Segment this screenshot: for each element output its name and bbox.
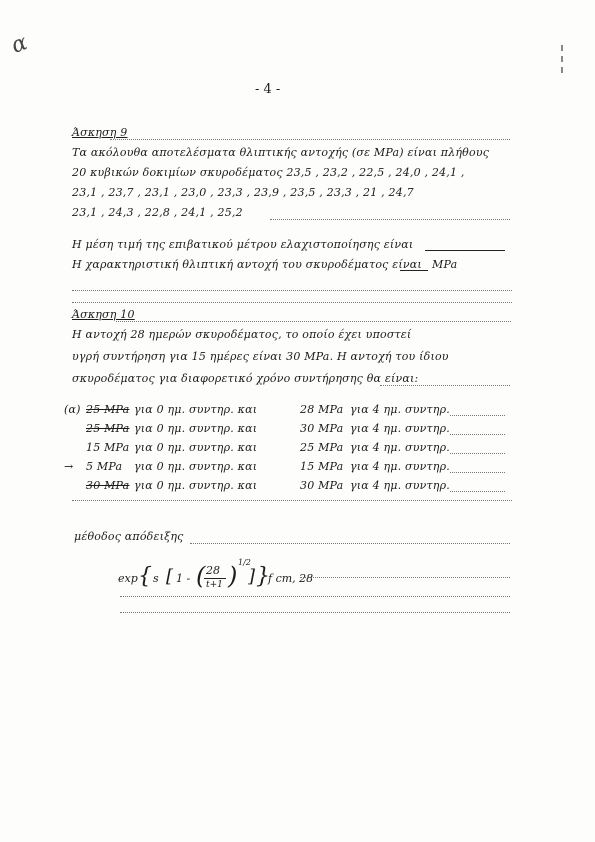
exercise-9-line-4: 23,1 , 24,3 , 22,8 , 24,1 , 25,2: [72, 206, 243, 219]
option-value-b: 15 MPa: [300, 460, 344, 473]
option-condition-b: για 4 ημ. συντηρ.: [350, 479, 450, 492]
option-condition-a: για 0 ημ. συντηρ. και: [134, 460, 258, 473]
answer-blank: [425, 250, 505, 251]
bracket-open: [: [166, 566, 174, 587]
option-label: (α): [64, 403, 81, 416]
option-condition-b: για 4 ημ. συντηρ.: [350, 441, 450, 454]
option-condition-a: για 0 ημ. συντηρ. και: [134, 441, 258, 454]
formula-power: 1/2: [238, 558, 251, 567]
option-condition-a: για 0 ημ. συντηρ. και: [134, 422, 258, 435]
option-value-a: 15 MPa: [86, 441, 130, 454]
option-value-b: 25 MPa: [300, 441, 344, 454]
exercise-10-line-1: Η αντοχή 28 ημερών σκυροδέματος, το οποίο έχει υποστεί: [72, 328, 412, 341]
exercise-9-line-2: 20 κυβικών δοκιμίων σκυροδέματος 23,5 , 23,2 , 22,5 , 24,0 , 24,1 ,: [72, 166, 465, 179]
option-value-a: 5 MPa: [86, 460, 123, 473]
exercise-10-title: Άσκηση 10: [72, 308, 135, 321]
exercise-9-line-1: Τα ακόλουθα αποτελέσματα θλιπτικής αντοχής (σε MPa) είναι πλήθους: [72, 146, 490, 159]
unit-mpa: MPa: [432, 258, 458, 271]
exercise-9-line-3: 23,1 , 23,7 , 23,1 , 23,0 , 23,3 , 23,9 , 23,5 , 23,3 , 21 , 24,7: [72, 186, 414, 199]
rule-line: [190, 543, 510, 544]
option-value-a: 25 MPa: [86, 403, 130, 416]
formula-one: 1 -: [176, 572, 191, 585]
rule-line: [72, 302, 512, 303]
exercise-9-title: Άσκηση 9: [72, 126, 128, 139]
rule-line: [110, 139, 510, 140]
fraction-bar: [204, 578, 226, 579]
option-value-b: 30 MPa: [300, 479, 344, 492]
rule-line: [270, 219, 510, 220]
rule-line: [72, 500, 512, 501]
answer-blank: [400, 270, 428, 271]
brace-close: }: [256, 564, 270, 589]
margin-mark: α: [8, 30, 31, 59]
option-condition-b: για 4 ημ. συντηρ.: [350, 460, 450, 473]
rule-line: [450, 491, 505, 492]
rule-line: [72, 290, 512, 291]
bracket-close: ]: [248, 566, 256, 587]
rule-line: [450, 453, 505, 454]
rule-line: [450, 434, 505, 435]
rule-line: [120, 596, 510, 597]
option-condition-a: για 0 ημ. συντηρ. και: [134, 479, 258, 492]
rule-line: [450, 415, 505, 416]
formula-s: s: [153, 572, 159, 585]
option-value-b: 30 MPa: [300, 422, 344, 435]
margin-ticks: [557, 40, 567, 80]
option-value-a: 30 MPa: [86, 479, 130, 492]
option-condition-b: για 4 ημ. συντηρ.: [350, 422, 450, 435]
option-label: →: [64, 460, 74, 473]
formula-numerator: 28: [206, 564, 220, 577]
rule-line: [120, 612, 510, 613]
exercise-9-question-2: Η χαρακτηριστική θλιπτική αντοχή του σκυροδέματος είναι: [72, 258, 422, 271]
formula: [118, 558, 318, 598]
page-number: - 4 -: [255, 82, 281, 97]
exercise-10-line-2: υγρή συντήρηση για 15 ημέρες είναι 30 MPa. Η αντοχή του ίδιου: [72, 350, 449, 363]
method-label: μέθοδος απόδειξης: [74, 530, 184, 543]
rule-line: [116, 321, 511, 322]
option-value-b: 28 MPa: [300, 403, 344, 416]
option-condition-a: για 0 ημ. συντηρ. και: [134, 403, 258, 416]
rule-line: [380, 385, 510, 386]
rule-line: [300, 577, 510, 578]
rule-line: [450, 472, 505, 473]
exercise-9-question-1: Η μέση τιμή της επιβατικού μέτρου ελαχιστοποίησης είναι: [72, 238, 414, 251]
paren-open: (: [196, 562, 206, 590]
formula-tail: f cm, 28: [268, 572, 314, 585]
option-condition-b: για 4 ημ. συντηρ.: [350, 403, 450, 416]
paren-close: ): [228, 562, 238, 590]
option-value-a: 25 MPa: [86, 422, 130, 435]
formula-denominator: t+1: [206, 580, 223, 590]
exercise-10-line-3: σκυροδέματος για διαφορετικό χρόνο συντήρησης θα είναι:: [72, 372, 419, 385]
formula-exp: exp: [118, 572, 138, 585]
brace-open: {: [138, 564, 152, 589]
